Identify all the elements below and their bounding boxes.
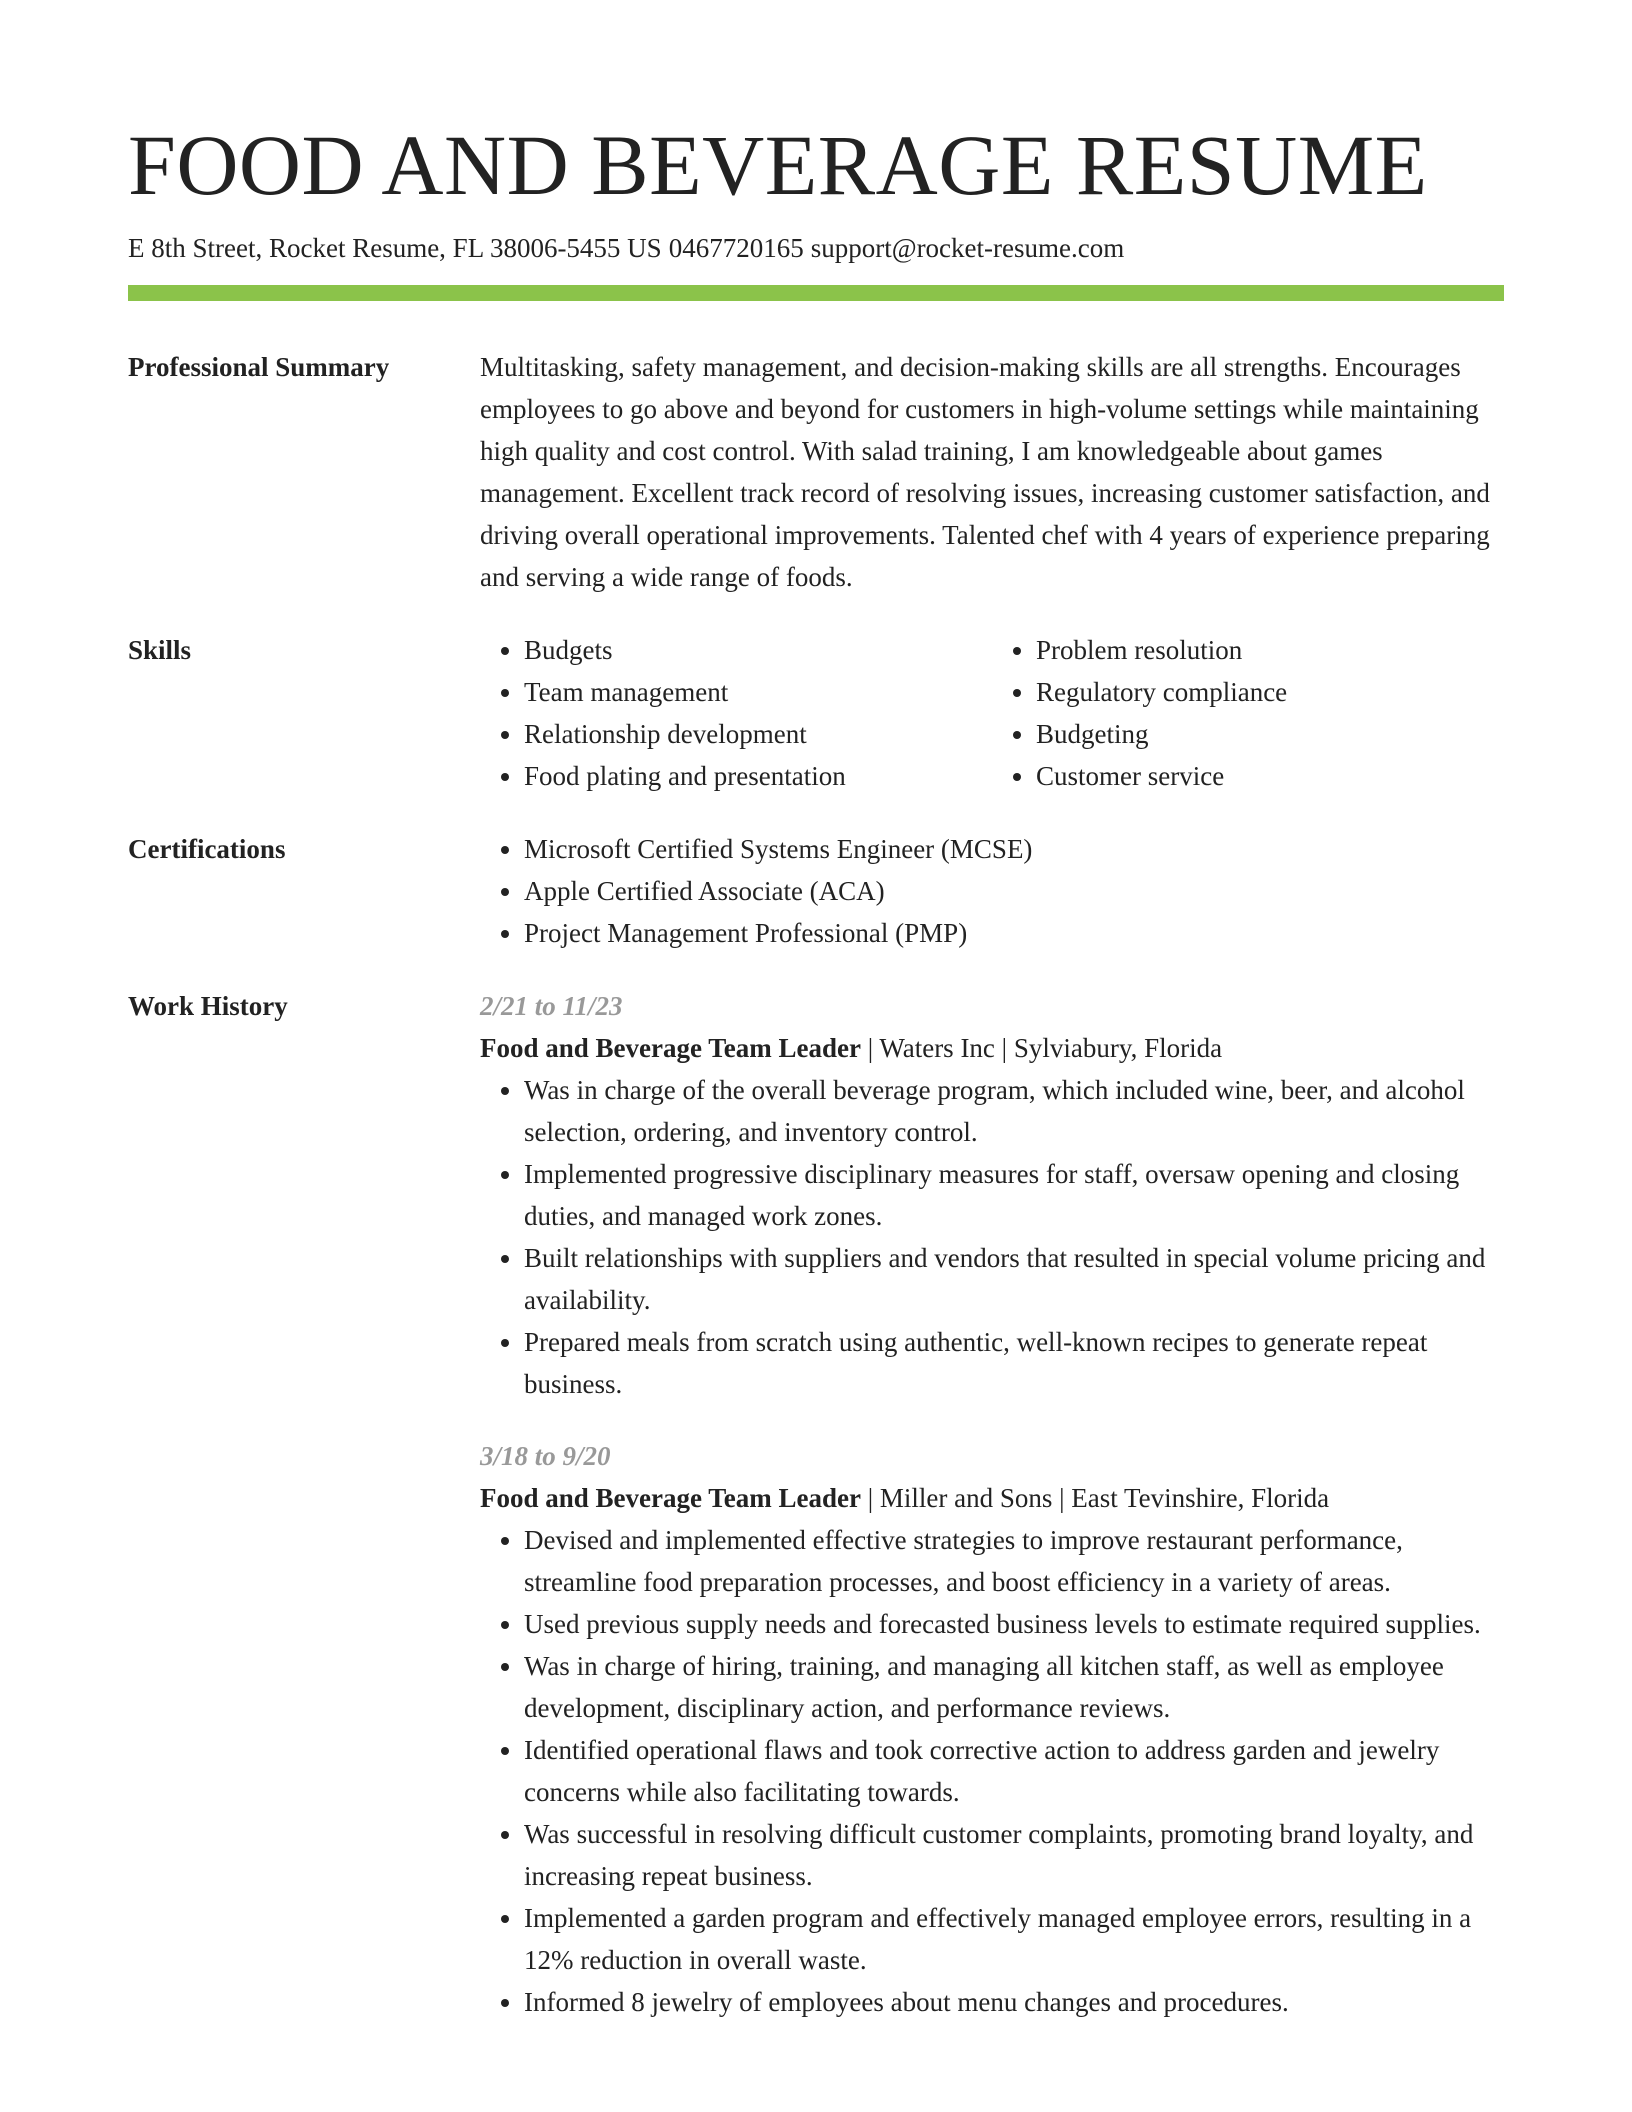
certification-item: • Project Management Professional (PMP) — [524, 912, 1504, 954]
job-bullet: • Implemented progressive disciplinary measures for staff, oversaw opening and closing duties, and managed work zones. — [524, 1153, 1504, 1237]
job-entry — [480, 985, 1504, 1405]
skills-label: Skills — [128, 635, 192, 665]
certification-item: • Apple Certified Associate (ACA) — [524, 870, 1504, 912]
contact-phone: 0467720165 — [668, 233, 804, 263]
job-dates: 2/21 to 11/23 — [480, 991, 623, 1021]
job-details: | Miller and Sons | East Tevinshire, Florida — [860, 1483, 1330, 1513]
skill-item: • Food plating and presentation — [524, 755, 948, 797]
skill-item: • Customer service — [1036, 755, 1460, 797]
job-bullets — [480, 1069, 1504, 1405]
job-bullet: • Built relationships with suppliers and vendors that resulted in special volume pricing and availability. — [524, 1237, 1504, 1321]
contact-address: E 8th Street, Rocket Resume, FL 38006-5455 US — [128, 233, 662, 263]
job-bullet: • Implemented a garden program and effectively managed employee errors, resulting in a 12% reduction in overall waste. — [524, 1897, 1504, 1981]
job-title-line — [480, 1027, 1504, 1069]
job-bullet: • Identified operational flaws and took corrective action to address garden and jewelry concerns while also facilitating towards. — [524, 1729, 1504, 1813]
work-history-body — [480, 985, 1504, 2023]
summary-label: Professional Summary — [128, 352, 390, 382]
skill-item: • Budgets — [524, 629, 948, 671]
resume-title: FOOD AND BEVERAGE RESUME — [128, 117, 1428, 213]
job-details: | Waters Inc | Sylviabury, Florida — [860, 1033, 1223, 1063]
skills-body — [480, 629, 1504, 797]
job-bullet: • Prepared meals from scratch using authentic, well-known recipes to generate repeat business. — [524, 1321, 1504, 1405]
skill-item: • Budgeting — [1036, 713, 1460, 755]
contact-line — [128, 230, 1124, 266]
skill-item: • Relationship development — [524, 713, 948, 755]
contact-email: support@rocket-resume.com — [810, 233, 1125, 263]
job-title: Food and Beverage Team Leader — [480, 1033, 861, 1063]
job-bullet: • Was in charge of the overall beverage program, which included wine, beer, and alcohol selection, ordering, and inventory control. — [524, 1069, 1504, 1153]
skills-column-2 — [992, 629, 1460, 797]
job-title-line — [480, 1477, 1504, 1519]
accent-divider — [128, 285, 1504, 301]
summary-body — [480, 346, 1504, 598]
skill-item: • Team management — [524, 671, 948, 713]
summary-text: Multitasking, safety management, and decision-making skills are all strengths. Encourages employees to go above and beyond for customers in high-volume settings while maintaining high quality and cost control. With salad training, I am knowledgeable about games management. Excellent track record of resolving issues, increasing customer satisfaction, and driving overall operational improvements. Talented chef with 4 years of experience preparing and serving a wide range of foods. — [480, 352, 1490, 592]
work-history-label: Work History — [128, 991, 288, 1021]
job-title: Food and Beverage Team Leader — [480, 1483, 861, 1513]
certifications-label: Certifications — [128, 834, 286, 864]
skill-item: • Problem resolution — [1036, 629, 1460, 671]
job-bullet: • Used previous supply needs and forecasted business levels to estimate required supplies. — [524, 1603, 1504, 1645]
job-bullet: • Was successful in resolving difficult customer complaints, promoting brand loyalty, and increasing repeat business. — [524, 1813, 1504, 1897]
certifications-body — [480, 828, 1504, 954]
certification-item: • Microsoft Certified Systems Engineer (MCSE) — [524, 828, 1504, 870]
skill-item: • Regulatory compliance — [1036, 671, 1460, 713]
job-bullet: • Devised and implemented effective strategies to improve restaurant performance, streamline food preparation processes, and boost efficiency in a variety of areas. — [524, 1519, 1504, 1603]
skills-column-1 — [480, 629, 948, 797]
certifications-list — [480, 828, 1504, 954]
job-bullet: • Informed 8 jewelry of employees about menu changes and procedures. — [524, 1981, 1504, 2023]
job-dates: 3/18 to 9/20 — [480, 1441, 611, 1471]
job-bullets — [480, 1519, 1504, 2023]
job-bullet: • Was in charge of hiring, training, and managing all kitchen staff, as well as employee development, disciplinary action, and performance reviews. — [524, 1645, 1504, 1729]
job-entry — [480, 1435, 1504, 2023]
